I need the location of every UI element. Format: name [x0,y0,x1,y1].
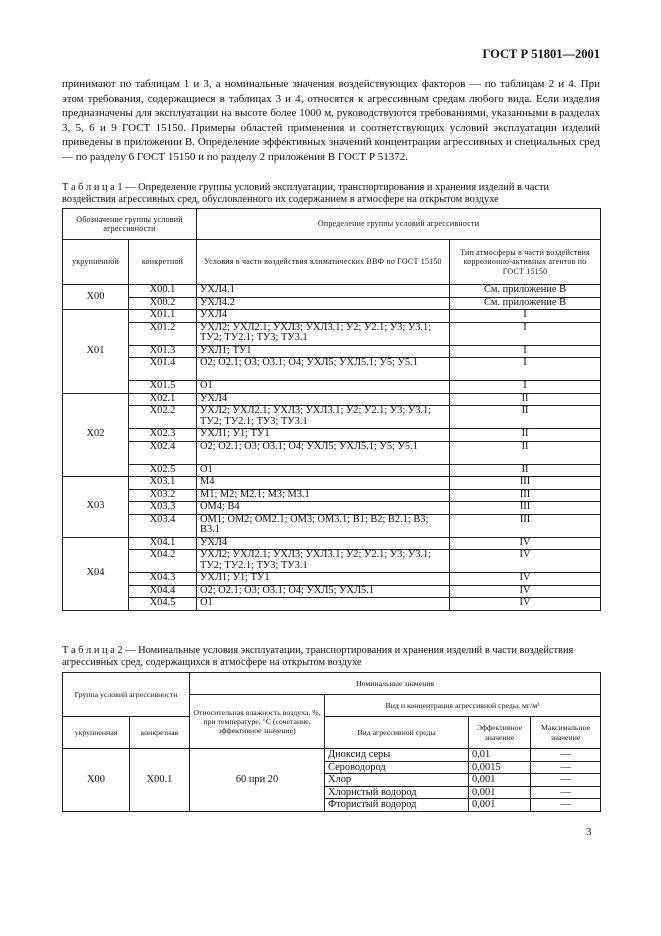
conditions-cell: О1 [197,464,450,477]
t2-effective-cell: 0,01 [469,749,531,762]
group-code-cell: Х00 [63,285,129,310]
t2-max-cell: — [531,761,601,774]
t2-header-kind: Вид агрессивной среды [325,717,469,749]
table-row [63,489,601,502]
table-row [63,502,601,515]
intro-paragraph: принимают по таблицам 1 и 3, а номинальные значения воздействующих факторов — по таблицам 2 и 4. При этом требования, содержащиеся в таблицах 3 и 4, относятся к агрессивным средам любого вида. Если изделия предназначены для эксплуатации на высоте более 1000 м, руководствуются требованиями, указанными в разделах 3, 5, 6 и 9 ГОСТ 15150. Примеры областей применения и соответствующих условий эксплуатации изделий приведены в приложении В. Определение эффективных значений концентрации агрессивных и специальных сред — по разделу 6 ГОСТ 15150 и по разделу 2 приложения В ГОСТ Р 51372. [62,78,600,163]
t2-header-enlarged: укрупненная [63,717,130,749]
specific-code-cell: Х01.3 [129,345,197,358]
t1-header-conditions: Условия в части воздействия климатических ВВФ по ГОСТ 15150 [197,240,450,285]
t2-max-cell: — [531,774,601,787]
conditions-cell: УХЛ4 [197,310,450,323]
t2-humidity-cell: 60 при 20 [190,749,325,812]
table-row [63,406,601,429]
t2-kind-cell: Фтористый водород [325,799,469,812]
t2-effective-cell: 0,001 [469,786,531,799]
document-header: ГОСТ Р 51801—2001 [482,47,600,61]
page-number: 3 [586,826,592,838]
t2-max-cell: — [531,799,601,812]
table-row [63,537,601,550]
t2-max-cell: — [531,749,601,762]
specific-code-cell: Х01.4 [129,358,197,381]
conditions-cell: О1 [197,381,450,394]
specific-code-cell: Х01.1 [129,310,197,323]
specific-code-cell: Х03.2 [129,489,197,502]
specific-code-cell: Х00.2 [129,297,197,310]
atmosphere-type-cell: III [450,502,601,515]
conditions-cell: О2; О2.1; О3; О3.1; О4; УХЛ5; УХЛ5.1 [197,585,450,598]
conditions-cell: М1; М2; М2.1; М3; М3.1 [197,489,450,502]
specific-code-cell: Х03.1 [129,477,197,490]
t1-header-definition: Определение группы условий агрессивности [197,209,601,240]
t2-header-max: Максимальное значение [531,717,601,749]
table-row [63,598,601,611]
t2-effective-cell: 0,001 [469,774,531,787]
specific-code-cell: Х00.1 [129,285,197,298]
t2-kind-cell: Диоксид серы [325,749,469,762]
specific-code-cell: Х03.4 [129,514,197,537]
t2-header-humidity: Относительная влажность воздуха, %, при температуре, °С (сочетание, эффективное значение) [190,695,325,749]
conditions-cell: УХЛ4 [197,537,450,550]
t2-max-cell: — [531,786,601,799]
table-row [63,550,601,573]
table-row [63,477,601,490]
t2-group-code-cell: Х00 [63,749,130,812]
atmosphere-type-cell: IV [450,585,601,598]
conditions-cell: ОМ4; В4 [197,502,450,515]
t1-header-specific: конкретной [129,240,197,285]
t2-body [63,749,601,812]
specific-code-cell: Х04.3 [129,573,197,586]
table-row [63,514,601,537]
specific-code-cell: Х04.2 [129,550,197,573]
conditions-cell: УХЛ1; У1; ТУ1 [197,429,450,442]
conditions-cell: ОМ1; ОМ2; ОМ2.1; ОМ3; ОМ3.1; В1; В2; В2.1; В3; В3.1 [197,514,450,537]
atmosphere-type-cell: I [450,322,601,345]
table-row [63,358,601,381]
specific-code-cell: Х02.4 [129,441,197,464]
atmosphere-type-cell: См. приложение В [450,285,601,298]
t2-header-specific: конкретная [130,717,190,749]
specific-code-cell: Х04.4 [129,585,197,598]
table2-caption: Т а б л и ц а 2 — Номинальные условия эксплуатации, транспортирования и хранения изделий в части воздействия агрессивных сред, содержащихся в атмосфере на открытом воздухе [62,645,574,669]
t2-header-kind-concentration: Вид и концентрация агрессивной среды, мг/м³ [325,695,601,717]
table-row [63,464,601,477]
conditions-cell: О2; О2.1; О3; О3.1; О4; УХЛ5; УХЛ5.1; У5; У5.1 [197,441,450,464]
conditions-cell: УХЛ1; У1; ТУ1 [197,573,450,586]
t2-kind-cell: Хлор [325,774,469,787]
t1-header-group: Обозначение группы условий агрессивности [63,209,197,240]
t1-body [63,285,601,611]
t2-header-effective: Эффективное значение [469,717,531,749]
atmosphere-type-cell: IV [450,550,601,573]
atmosphere-type-cell: III [450,489,601,502]
conditions-cell: УХЛ2; УХЛ2.1; УХЛ3; УХЛ3.1; У2; У2.1; У3; У3.1; ТУ2; ТУ2.1; ТУ3; ТУ3.1 [197,406,450,429]
table-row [63,573,601,586]
table1 [62,208,601,611]
atmosphere-type-cell: II [450,406,601,429]
specific-code-cell: Х02.3 [129,429,197,442]
atmosphere-type-cell: III [450,477,601,490]
group-code-cell: Х04 [63,537,129,610]
table-row [63,297,601,310]
conditions-cell: УХЛ4.2 [197,297,450,310]
atmosphere-type-cell: II [450,393,601,406]
atmosphere-type-cell: III [450,514,601,537]
specific-code-cell: Х01.5 [129,381,197,394]
t2-effective-cell: 0,001 [469,799,531,812]
conditions-cell: УХЛ4 [197,393,450,406]
t1-header-enlarged: укрупненной [63,240,129,285]
table-row [63,585,601,598]
atmosphere-type-cell: IV [450,573,601,586]
table-row [63,345,601,358]
atmosphere-type-cell: I [450,310,601,323]
table-row [63,381,601,394]
table-row [63,285,601,298]
t2-header-group: Группа условий агрессивности [63,673,190,717]
t2-kind-cell: Сероводород [325,761,469,774]
table-row [63,322,601,345]
conditions-cell: УХЛ4.1 [197,285,450,298]
atmosphere-type-cell: II [450,429,601,442]
specific-code-cell: Х04.1 [129,537,197,550]
conditions-cell: М4 [197,477,450,490]
specific-code-cell: Х02.2 [129,406,197,429]
conditions-cell: УХЛ2; УХЛ2.1; УХЛ3; УХЛ3.1; У2; У2.1; У3; У3.1; ТУ2; ТУ2.1; ТУ3; ТУ3.1 [197,322,450,345]
atmosphere-type-cell: II [450,441,601,464]
table-row [63,393,601,406]
conditions-cell: УХЛ2; УХЛ2.1; УХЛ3; УХЛ3.1; У2; У2.1; У3; У3.1; ТУ2; ТУ2.1; ТУ3; ТУ3.1 [197,550,450,573]
specific-code-cell: Х04.5 [129,598,197,611]
table2 [62,672,601,812]
conditions-cell: О1 [197,598,450,611]
conditions-cell: УХЛ1; ТУ1 [197,345,450,358]
group-code-cell: Х01 [63,310,129,394]
atmosphere-type-cell: IV [450,598,601,611]
atmosphere-type-cell: I [450,358,601,381]
table-row [63,310,601,323]
t2-kind-cell: Хлористый водород [325,786,469,799]
specific-code-cell: Х01.2 [129,322,197,345]
conditions-cell: О2; О2.1; О3; О3.1; О4; УХЛ5; УХЛ5.1; У5; У5.1 [197,358,450,381]
specific-code-cell: Х02.1 [129,393,197,406]
t1-header-atmosphere-type: Тип атмосферы в части воздействия коррозионно-активных агентов по ГОСТ 15150 [450,240,601,285]
table-row [63,429,601,442]
atmosphere-type-cell: I [450,345,601,358]
table1-caption: Т а б л и ц а 1 — Определение группы условий эксплуатации, транспортирования и хранения изделий в части воздействия агрессивных сред, обусловленного их содержанием в атмосфере на открытом воздухе [62,182,550,206]
atmosphere-type-cell: См. приложение В [450,297,601,310]
atmosphere-type-cell: IV [450,537,601,550]
t2-header-nominal: Номинальные значения [190,673,601,695]
atmosphere-type-cell: I [450,381,601,394]
specific-code-cell: Х02.5 [129,464,197,477]
specific-code-cell: Х03.3 [129,502,197,515]
t2-effective-cell: 0,0015 [469,761,531,774]
table-row [63,749,601,762]
atmosphere-type-cell: II [450,464,601,477]
group-code-cell: Х02 [63,393,129,477]
t2-specific-code-cell: Х00.1 [130,749,190,812]
table-row [63,441,601,464]
group-code-cell: Х03 [63,477,129,538]
